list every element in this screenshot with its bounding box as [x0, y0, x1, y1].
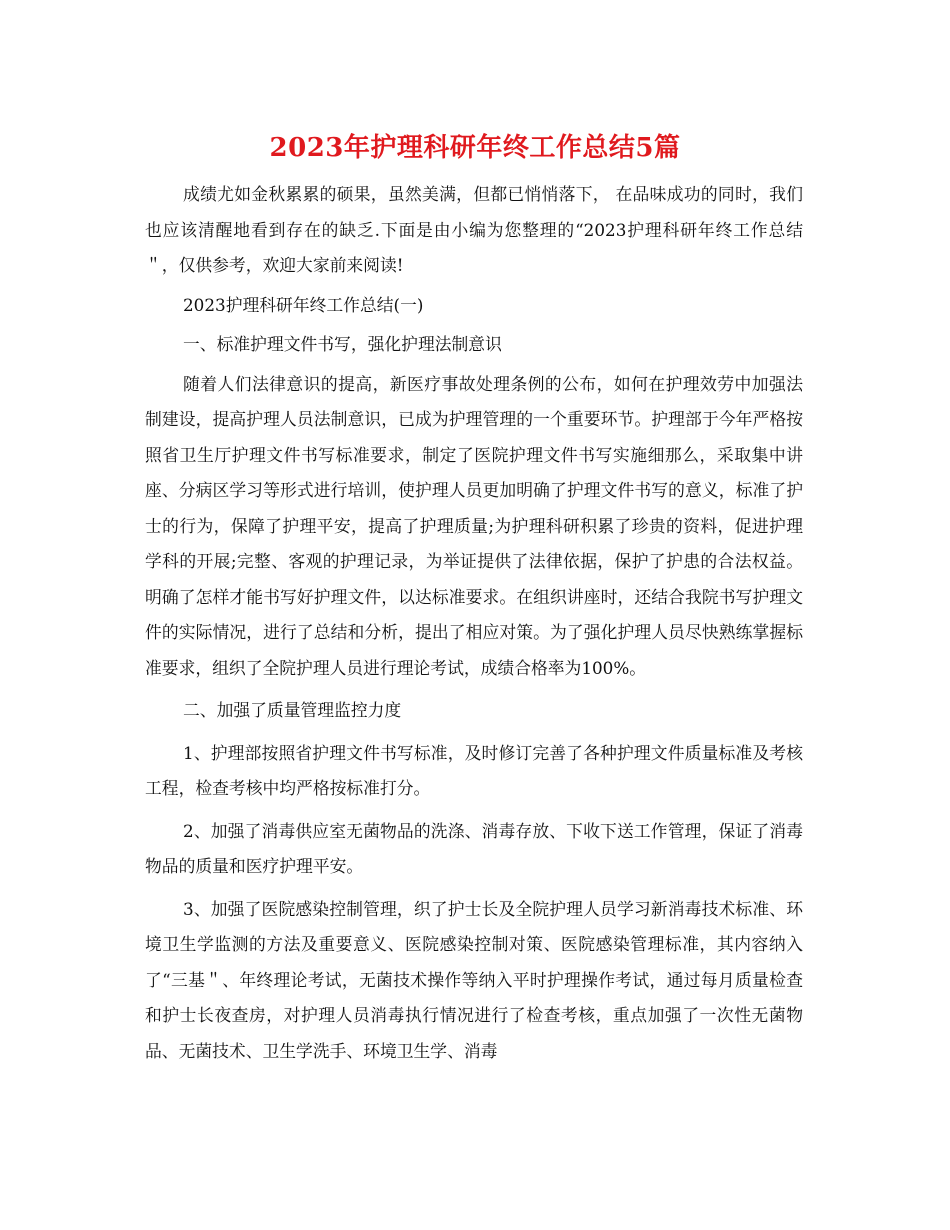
subsection-heading-2: 二、加强了质量管理监控力度: [183, 700, 402, 720]
document-body: [145, 177, 803, 1069]
subsection-heading-1: 一、标准护理文件书写，强化护理法制意识: [183, 334, 502, 354]
paragraph-documentation: 随着人们法律意识的提高，新医疗事故处理条例的公布，如何在护理效劳中加强法制建设，提高护理人员法制意识，已成为护理管理的一个重要环节。护理部于今年严格按照省卫生厅护理文件书写标准要求，制定了医院护理文件书写实施细那么，采取集中讲座、分病区学习等形式进行培训，使护理人员更加明确了护理文件书写的意义，标准了护士的行为，保障了护理平安，提高了护理质量;为护理科研积累了珍贵的资料，促进护理学科的开展;完整、客观的护理记录，为举证提供了法律依据，保护了护患的合法权益。明确了怎样才能书写好护理文件，以达标准要求。在组织讲座时，还结合我院书写护理文件的实际情况，进行了总结和分析，提出了相应对策。为了强化护理人员尽快熟练掌握标准要求，组织了全院护理人员进行理论考试，成绩合格率为100%。: [145, 373, 803, 678]
paragraph-intro: 成绩尤如金秋累累的硕果，虽然美满，但都已悄悄落下， 在品味成功的同时，我们也应该清醒地看到存在的缺乏.下面是由小编为您整理的“2023护理科研年终工作总结＂，仅供参考，欢迎大家前来阅读!: [145, 184, 803, 275]
list-item: 2、加强了消毒供应室无菌物品的洗涤、消毒存放、下收下送工作管理，保证了消毒物品的质量和医疗护理平安。: [145, 820, 803, 876]
document-title: 2023年护理科研年终工作总结5篇: [269, 133, 681, 163]
list-item: 1、护理部按照省护理文件书写标准，及时修订完善了各种护理文件质量标准及考核工程，检查考核中均严格按标准打分。: [145, 742, 803, 798]
section-heading: 2023护理科研年终工作总结(一): [183, 294, 424, 315]
list-item: 3、加强了医院感染控制管理，织了护士长及全院护理人员学习新消毒技术标准、环境卫生学监测的方法及重要意义、医院感染控制对策、医院感染管理标准，其内容纳入了“三基＂、年终理论考试，无菌技术操作等纳入平时护理操作考试，通过每月质量检查和护士长夜查房，对护理人员消毒执行情况进行了检查考核，重点加强了一次性无菌物品、无菌技术、卫生学洗手、环境卫生学、消毒: [145, 898, 803, 1061]
